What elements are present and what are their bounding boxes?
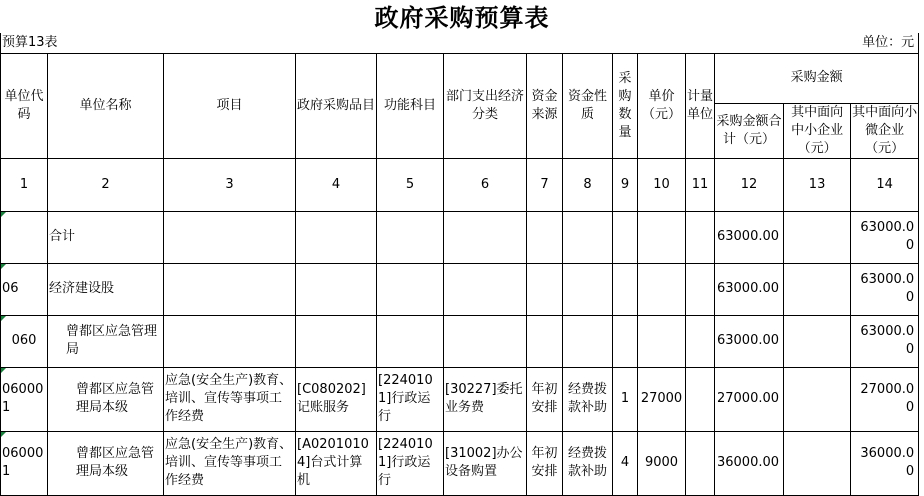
procure-item-cell [296,315,377,367]
unit-name-cell: 曾都区应急管理局 [48,315,164,367]
fund-nature-cell [563,263,613,315]
col-number: 13 [784,158,851,211]
col-number: 6 [444,158,527,211]
function-subject-cell [377,263,444,315]
fund-source-cell: 年初安排 [527,367,563,431]
unit-code-cell: 060001 [1,367,48,431]
amount-total-cell: 63000.00 [715,211,784,263]
col-number: 7 [527,158,563,211]
col-number: 5 [377,158,444,211]
col-number: 14 [851,158,919,211]
header-unit-code: 单位代码 [1,53,48,158]
measure-unit-cell [686,367,715,431]
procure-item-cell: [C080202]记账服务 [296,367,377,431]
header-project: 项目 [164,53,296,158]
fund-nature-cell: 经费拨款补助 [563,367,613,431]
fund-nature-cell [563,315,613,367]
table-row [1,367,919,431]
fund-nature-cell: 经费拨款补助 [563,431,613,495]
quantity-cell: 1 [613,367,638,431]
measure-unit-cell [686,431,715,495]
unit-price-cell [638,211,686,263]
col-number: 2 [48,158,164,211]
col-number: 1 [1,158,48,211]
page-title: 政府采购预算表 [374,3,550,32]
project-cell [164,211,296,263]
amount-sme-cell [784,431,851,495]
unit-name-cell: 经济建设股 [48,263,164,315]
amount-micro-cell: 27000.00 [851,367,919,431]
unit-price-cell: 27000 [638,367,686,431]
header-function-subject: 功能科目 [377,53,444,158]
table-id-label: 预算13表 [1,33,296,53]
unit-name-cell: 合计 [48,211,164,263]
econ-class-cell [444,263,527,315]
amount-total-cell: 63000.00 [715,315,784,367]
fund-source-cell [527,263,563,315]
fund-source-cell [527,211,563,263]
amount-micro-cell: 63000.00 [851,315,919,367]
measure-unit-cell [686,211,715,263]
unit-name-cell: 曾都区应急管理局本级 [48,367,164,431]
unit-code-cell: 060 [1,315,48,367]
econ-class-cell [444,315,527,367]
amount-total-cell: 63000.00 [715,263,784,315]
amount-micro-cell: 63000.00 [851,211,919,263]
amount-total-cell: 36000.00 [715,431,784,495]
amount-sme-cell [784,315,851,367]
amount-sme-cell [784,263,851,315]
header-unit-price: 单价（元） [638,53,686,158]
col-number: 8 [563,158,613,211]
quantity-cell [613,211,638,263]
table-row [1,431,919,495]
unit-price-cell [638,263,686,315]
col-number: 4 [296,158,377,211]
header-row-1 [1,53,919,103]
table-row [1,315,919,367]
econ-class-cell [444,211,527,263]
amount-micro-cell: 36000.00 [851,431,919,495]
unit-price-cell: 9000 [638,431,686,495]
col-number: 9 [613,158,638,211]
subheader-row [1,33,919,53]
quantity-cell [613,263,638,315]
unit-code-cell: 06 [1,263,48,315]
procure-item-cell [296,263,377,315]
unit-name-cell: 曾都区应急管理局本级 [48,431,164,495]
project-cell: 应急(安全生产)教育、培训、宣传等事项工作经费 [164,367,296,431]
function-subject-cell [377,211,444,263]
amount-total-cell: 27000.00 [715,367,784,431]
fund-source-cell: 年初安排 [527,431,563,495]
unit-code-cell: 060001 [1,431,48,495]
amount-sme-cell [784,367,851,431]
quantity-cell: 4 [613,431,638,495]
measure-unit-cell [686,315,715,367]
unit-code-cell [1,211,48,263]
column-number-row [1,158,919,211]
col-number: 12 [715,158,784,211]
table-row-total [1,211,919,263]
header-fund-nature: 资金性质 [563,53,613,158]
header-procure-item: 政府采购品目 [296,53,377,158]
procurement-budget-table [0,33,919,496]
function-subject-cell: [2240101]行政运行 [377,367,444,431]
header-measure-unit: 计量单位 [686,53,715,158]
header-quantity: 采购数量 [613,53,638,158]
econ-class-cell: [30227]委托业务费 [444,367,527,431]
procure-item-cell: [A02010104]台式计算机 [296,431,377,495]
project-cell [164,315,296,367]
header-amount-micro: 其中面向小微企业（元） [851,103,919,158]
col-number: 11 [686,158,715,211]
procure-item-cell [296,211,377,263]
amount-sme-cell [784,211,851,263]
header-amount-sme: 其中面向中小企业（元） [784,103,851,158]
table-row [1,263,919,315]
fund-source-cell [527,315,563,367]
project-cell: 应急(安全生产)教育、培训、宣传等事项工作经费 [164,431,296,495]
quantity-cell [613,315,638,367]
function-subject-cell: [2240101]行政运行 [377,431,444,495]
subheader-spacer [296,33,851,53]
function-subject-cell [377,315,444,367]
col-number: 10 [638,158,686,211]
header-econ-class: 部门支出经济分类 [444,53,527,158]
header-unit-name: 单位名称 [48,53,164,158]
amount-micro-cell: 63000.00 [851,263,919,315]
econ-class-cell: [31002]办公设备购置 [444,431,527,495]
header-amount-group: 采购金额 [715,53,919,103]
project-cell [164,263,296,315]
measure-unit-cell [686,263,715,315]
header-amount-total: 采购金额合计（元） [715,103,784,158]
col-number: 3 [164,158,296,211]
unit-label: 单位：元 [851,33,919,53]
fund-nature-cell [563,211,613,263]
header-fund-source: 资金来源 [527,53,563,158]
unit-price-cell [638,315,686,367]
